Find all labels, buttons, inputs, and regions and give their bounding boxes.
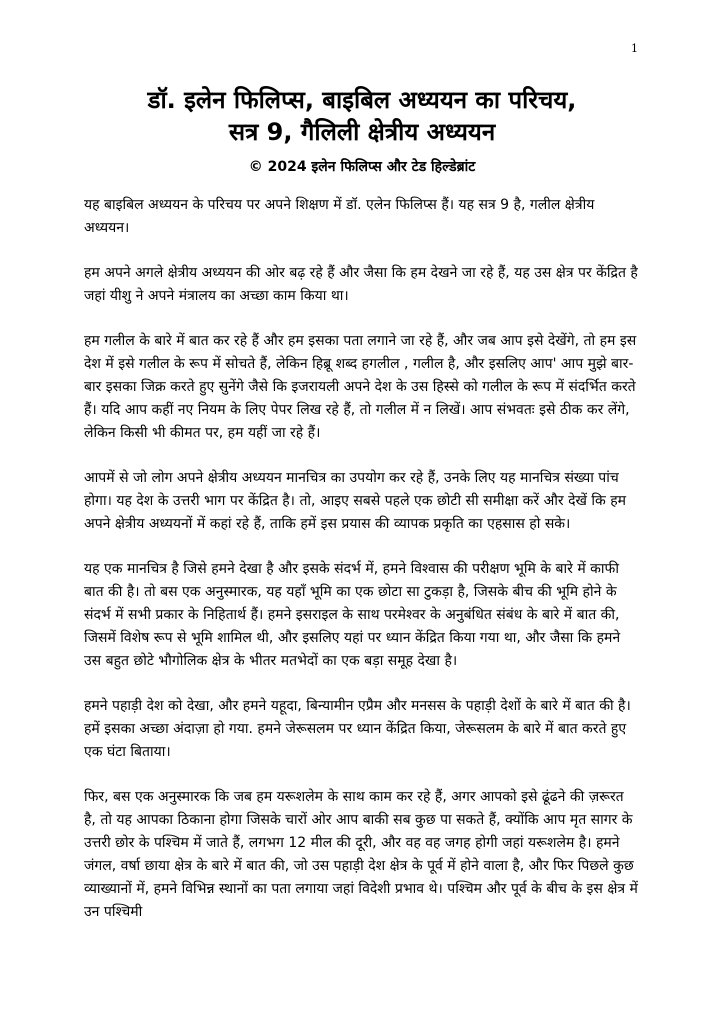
title-line-1: डॉ. इलेन फिलिप्स, बाइबिल अध्ययन का परिचय, bbox=[147, 86, 577, 114]
paragraph-2: हम अपने अगले क्षेत्रीय अध्ययन की ओर बढ़ रहे हैं और जैसा कि हम देखने जा रहे हैं, यह उस क्षेत्र पर केंद्रित है जहां यीशु ने अपने मंत्रालय का अच्छा काम किया था। bbox=[84, 265, 638, 304]
paragraph-5: यह एक मानचित्र है जिसे हमने देखा है और इसके संदर्भ में, हमने विश्वास की परीक्षण भूमि के बारे में काफी बात की है। तो बस एक अनुस्मारक, यह यहाँ भूमि का एक छोटा सा टुकड़ा है, जिसके बीच की भूमि होने के संदर्भ में सभी प्रकार के निहितार्थ हैं। हमने इसराइल के साथ परमेश्वर के अनुबंधित संबंध के बारे में बात की, जिसमें विशेष रूप से भूमि शामिल थी, और इसलिए यहां पर ध्यान केंद्रित किया गया था, और जैसा कि हमने उस बहुत छोटे भौगोलिक क्षेत्र के भीतर मतभेदों का एक बड़ा समूह देखा है। bbox=[84, 561, 621, 669]
paragraph-7: फिर, बस एक अनुस्मारक कि जब हम यरूशलेम के साथ काम कर रहे हैं, अगर आपको इसे ढूंढने की ज़रूरत है, तो यह आपका ठिकाना होगा जिसके चारों ओर आप बाकी सब कुछ पा सकते हैं, क्योंकि आप मृत सागर के उत्तरी छोर के पश्चिम में जाते हैं, लगभग 12 मील की दूरी, और वह वह जगह होगी जहां यरूशलेम है। हमने जंगल, वर्षा छाया क्षेत्र के बारे में बात की, जो उस पहाड़ी देश क्षेत्र के पूर्व में होने वाला है, और फिर पिछले कुछ व्याख्यानों में, हमने विभिन्न स्थानों का पता लगाया जहां विदेशी प्रभाव थे। पश्चिम और पूर्व के बीच के इस क्षेत्र में उन पश्चिमी bbox=[84, 789, 638, 920]
paragraph-6: हमने पहाड़ी देश को देखा, और हमने यहूदा, बिन्यामीन एप्रैम और मनसस के पहाड़ी देशों के बारे में बात की है। हमें इसका अच्छा अंदाज़ा हो गया. हमने जेरूसलम पर ध्यान केंद्रित किया, जेरूसलम के बारे में बात करते हुए एक घंटा बिताया। bbox=[84, 698, 631, 760]
paragraph-1: यह बाइबिल अध्ययन के परिचय पर अपने शिक्षण में डॉ. एलेन फिलिप्स हैं। यह सत्र 9 है, गलील क्षेत्रीय अध्ययन। bbox=[84, 197, 595, 236]
document-body bbox=[84, 194, 638, 946]
document-title bbox=[60, 84, 664, 148]
paragraph-3: हम गलील के बारे में बात कर रहे हैं और हम इसका पता लगाने जा रहे हैं, और जब आप इसे देखेंगे, तो हम इस देश में इसे गलील के रूप में सोचते हैं, लेकिन हिब्रू शब्द हगलील , गलील है, और इसलिए आप' आप मुझे बार-बार इसका जिक्र करते हुए सुनेंगे जैसे कि इजरायली अपने देश के उस हिस्से को गलील के रूप में संदर्भित करते हैं। यदि आप कहीं नए नियम के लिए पेपर लिख रहे हैं, तो गलील में न लिखें। आप संभवतः इसे ठीक कर लेंगे, लेकिन किसी भी कीमत पर, हम यहीं जा रहे हैं। bbox=[84, 333, 637, 441]
title-line-2: सत्र 9, गैलिली क्षेत्रीय अध्ययन bbox=[228, 118, 496, 146]
paragraph-4: आपमें से जो लोग अपने क्षेत्रीय अध्ययन मानचित्र का उपयोग कर रहे हैं, उनके लिए यह मानचित्र संख्या पांच होगा। यह देश के उत्तरी भाग पर केंद्रित है। तो, आइए सबसे पहले एक छोटी सी समीक्षा करें और देखें कि हम अपने क्षेत्रीय अध्ययनों में कहां रहे हैं, ताकि हमें इस प्रयास की व्यापक प्रकृति का एहसास हो सके। bbox=[84, 470, 627, 532]
page-number: 1 bbox=[631, 42, 638, 55]
copyright-line: © 2024 इलेन फिलिप्स और टेड हिल्डेब्रांट bbox=[248, 159, 476, 175]
